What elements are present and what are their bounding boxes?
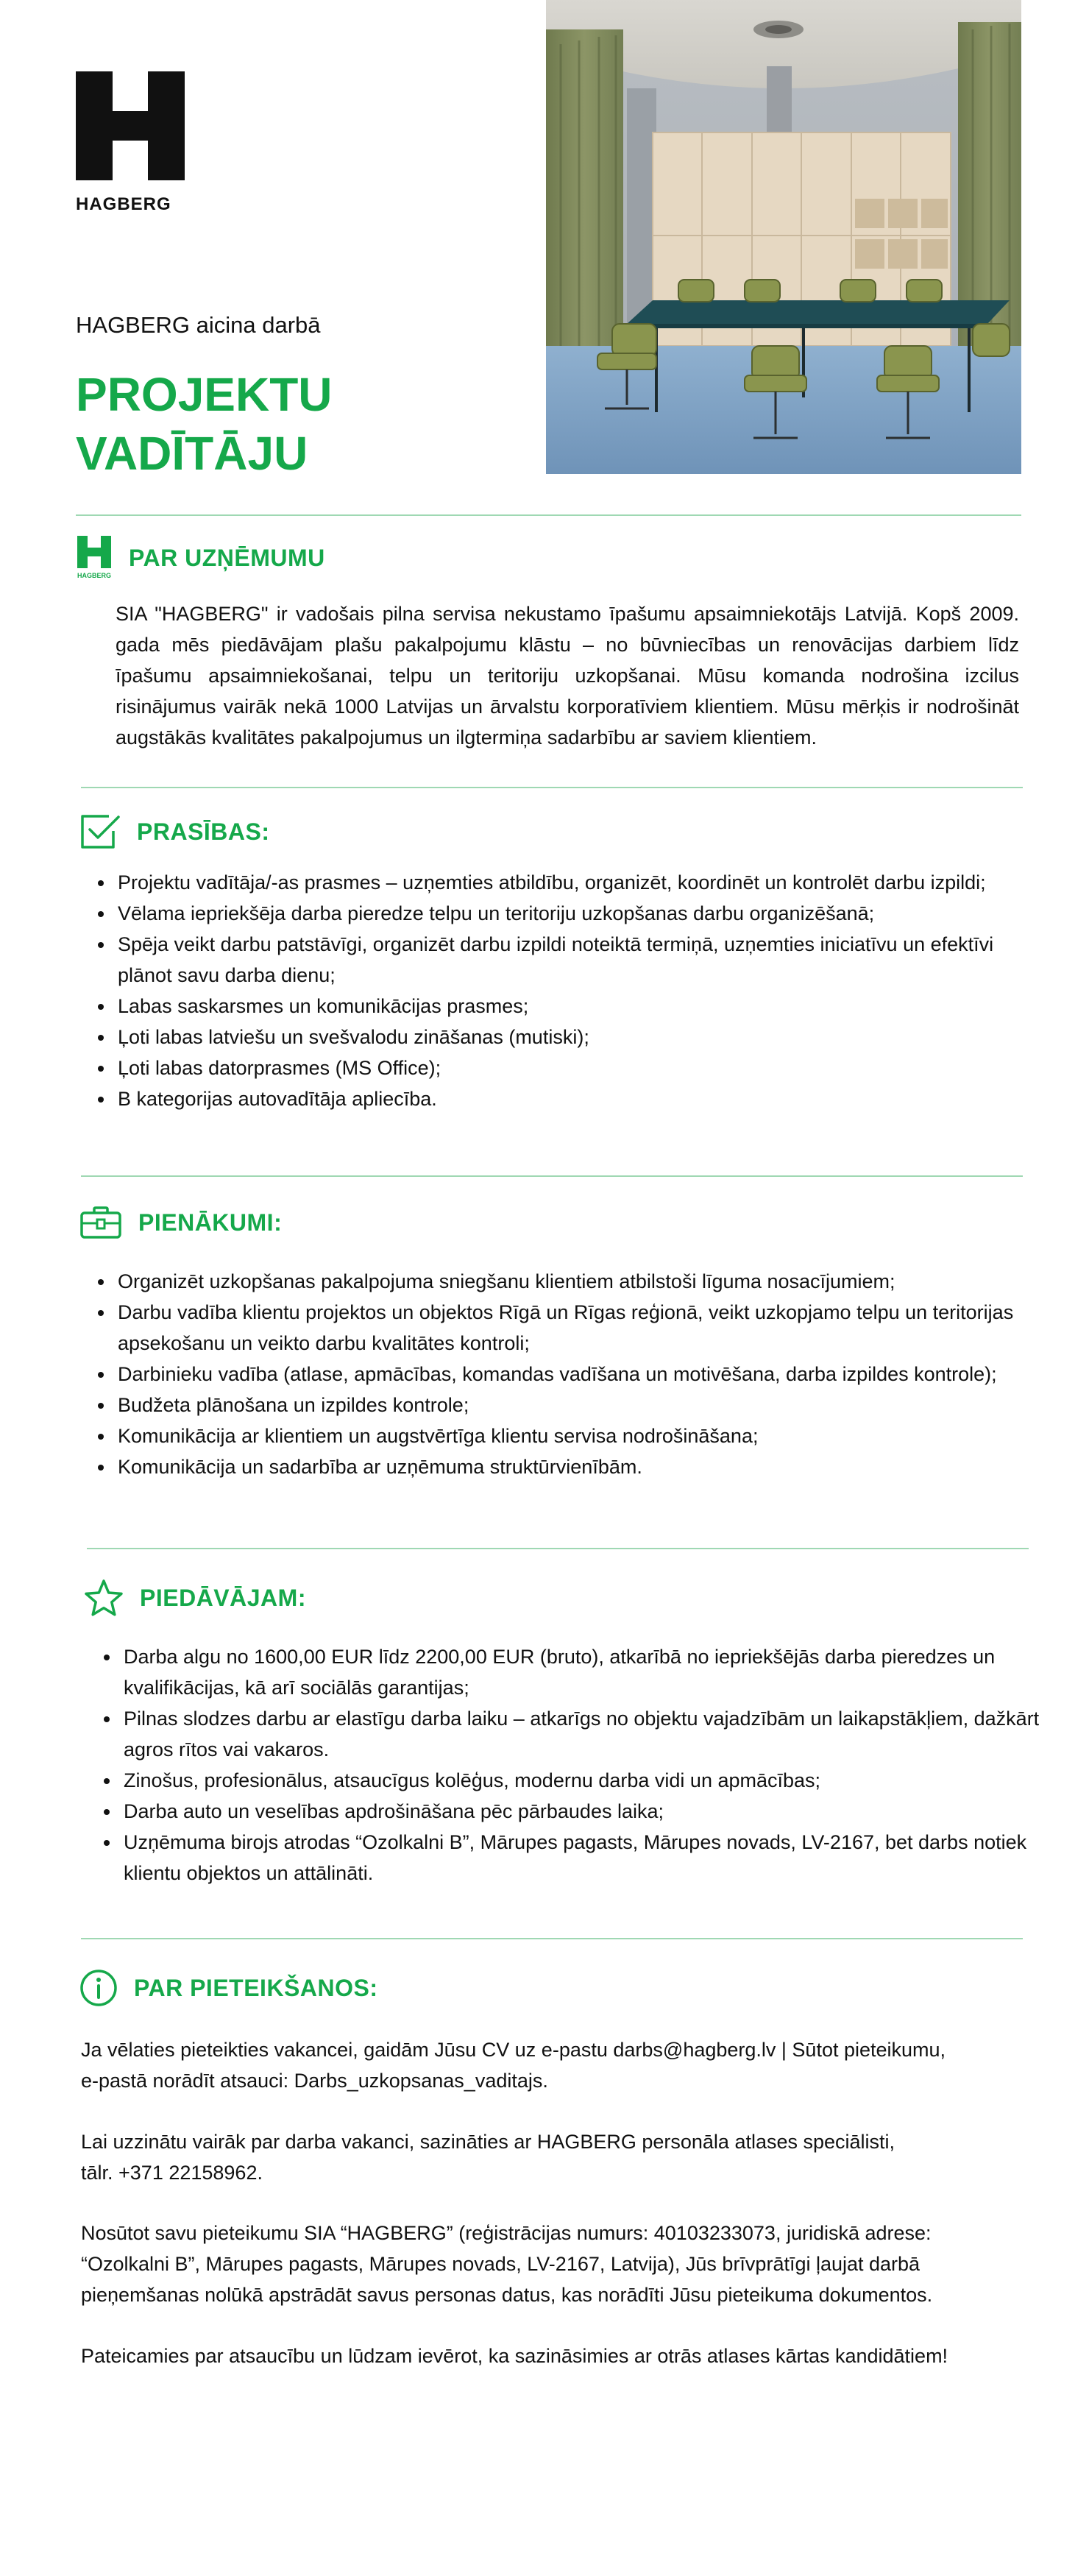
list-item: • Darba algu no 1600,00 EUR līdz 2200,00 EUR (bruto), atkarībā no iepriekšējās darba pieredzes un kvalifikācijas, kā arī sociālās garantijas; (121, 1641, 1040, 1703)
offer-heading: PIEDĀVĀJAM: (140, 1584, 306, 1611)
meeting-room-illustration (546, 0, 1021, 474)
duties-heading: PIENĀKUMI: (138, 1209, 283, 1236)
hero-intro: HAGBERG aicina darbā (76, 312, 321, 338)
job-title-line1: PROJEKTU (76, 368, 333, 421)
duties-section-header (79, 1206, 282, 1239)
list-item: • Darbu vadība klientu projektos un objektos Rīgā un Rīgas reģionā, veikt uzkopjamo telpu un teritorijas apsekošanu un veikto darbu kvalitātes kontroli; (115, 1297, 1027, 1359)
list-item: • Ļoti labas latviešu un svešvalodu zināšanas (mutiski); (115, 1022, 1027, 1052)
apply-text-line: Lai uzzinātu vairāk par darba vakanci, sazināties ar HAGBERG personāla atlases speciālisti, (81, 2131, 895, 2153)
apply-text-line: Nosūtot savu pieteikumu SIA “HAGBERG” (reģistrācijas numurs: 40103233073, juridiskā adrese: (81, 2222, 932, 2244)
list-item: • Organizēt uzkopšanas pakalpojuma sniegšanu klientiem atbilstoši līguma nosacījumiem; (115, 1266, 1027, 1297)
requirements-list (78, 867, 1027, 1114)
requirements-section-header (79, 813, 270, 850)
apply-paragraph-3 (81, 2218, 1023, 2310)
about-section-header (76, 536, 325, 580)
about-text: SIA "HAGBERG" ir vadošais pilna servisa nekustamo īpašumu apsaimniekotājs Latvijā. Kopš 2009. gada mēs piedāvājam plašu pakalpojumu klāstu – no būvniecības un renovācijas darbiem līdz īpašumu apsaimniekošanai, telpu un teritoriju uzkopšanai. Mūsu komanda nodrošina izcilus risinājumus vairāk nekā 1000 Latvijas un ārvalstu korporatīviem klientiem. Mūsu mērķis ir nodrošināt augstākās kvalitātes pakalpojumus un ilgtermiņa sadarbību ar saviem klientiem. (116, 603, 1019, 749)
list-item: • Spēja veikt darbu patstāvīgi, organizēt darbu izpildi noteiktā termiņā, uzņemties iniciatīvu un efektīvi plānot savu darba dienu; (115, 929, 1027, 991)
hagberg-small-logo-icon (76, 536, 113, 580)
apply-text-line: pieņemšanas nolūkā apstrādāt savus personas datus, kas norādīti Jūsu pieteikuma dokumentos. (81, 2284, 933, 2306)
offer-section-header (84, 1579, 306, 1617)
checkbox-check-icon (79, 813, 121, 850)
apply-text-line: tālr. +371 22158962. (81, 2162, 263, 2184)
list-item: • Zinošus, profesionālus, atsaucīgus kolēģus, modernu darba vidi un apmācības; (121, 1765, 1040, 1796)
about-heading: PAR UZŅĒMUMU (129, 544, 325, 571)
list-item: • Budžeta plānošana un izpildes kontrole; (115, 1390, 1027, 1420)
apply-section-header (79, 1969, 378, 2007)
requirements-heading: PRASĪBAS: (137, 818, 270, 845)
duties-list (78, 1266, 1027, 1482)
apply-heading: PAR PIETEIKŠANOS: (134, 1974, 378, 2001)
apply-paragraph-1 (81, 2034, 1023, 2096)
briefcase-icon (79, 1206, 122, 1239)
divider (81, 1175, 1023, 1177)
list-item: • Pilnas slodzes darbu ar elastīgu darba laiku – atkarīgs no objektu vajadzībām un laikapstākļiem, dažkārt agros rītos vai vakaros. (121, 1703, 1040, 1765)
divider (87, 1548, 1029, 1549)
apply-text-line: “Ozolkalni B”, Mārupes pagasts, Mārupes novads, LV-2167, Latvija), Jūs brīvprātīgi ļaujat darbā (81, 2253, 920, 2275)
hero-photo (546, 0, 1021, 474)
list-item: • Vēlama iepriekšēja darba pieredze telpu un teritoriju uzkopšanas darbu organizēšanā; (115, 898, 1027, 929)
list-item: • Ļoti labas datorprasmes (MS Office); (115, 1052, 1027, 1083)
list-item: • B kategorijas autovadītāja apliecība. (115, 1083, 1027, 1114)
apply-paragraph-2 (81, 2126, 1023, 2188)
hagberg-logo (76, 71, 186, 215)
apply-text-line: e-pastā norādīt atsauci: Darbs_uzkopsanas_vaditajs. (81, 2070, 548, 2092)
list-item: • Uzņēmuma birojs atrodas “Ozolkalni B”, Mārupes pagasts, Mārupes novads, LV-2167, bet darbs notiek klientu objektos un attālināti. (121, 1827, 1040, 1889)
list-item: • Labas saskarsmes un komunikācijas prasmes; (115, 991, 1027, 1022)
divider (76, 514, 1021, 516)
list-item: • Darbinieku vadība (atlase, apmācības, komandas vadīšana un motivēšana, darba izpildes kontrole); (115, 1359, 1027, 1390)
job-title (76, 365, 333, 483)
list-item: • Komunikācija ar klientiem un augstvērtīga klientu servisa nodrošināšana; (115, 1420, 1027, 1451)
small-logo-word: HAGBERG (77, 572, 112, 579)
divider (81, 1938, 1023, 1939)
info-circle-icon (79, 1969, 118, 2007)
list-item: • Komunikācija un sadarbība ar uzņēmuma struktūrvienībām. (115, 1451, 1027, 1482)
list-item: • Projektu vadītāja/-as prasmes – uzņemties atbildību, organizēt, koordinēt un kontrolēt darbu izpildi; (115, 867, 1027, 898)
job-title-line2: VADĪTĀJU (76, 427, 308, 480)
apply-paragraph-4 (81, 2340, 1023, 2371)
apply-text-line: Pateicamies par atsaucību un lūdzam ievērot, ka sazināsimies ar otrās atlases kārtas kandidātiem! (81, 2345, 948, 2367)
apply-text-line: Ja vēlaties pieteikties vakancei, gaidām Jūsu CV uz e-pastu darbs@hagberg.lv | Sūtot pieteikumu, (81, 2039, 946, 2061)
star-icon (84, 1579, 124, 1617)
logo-wordmark: HAGBERG (76, 194, 171, 214)
offer-list (84, 1641, 1040, 1889)
list-item: • Darba auto un veselības apdrošināšana pēc pārbaudes laika; (121, 1796, 1040, 1827)
divider (81, 787, 1023, 788)
hagberg-h-logo-icon (76, 71, 185, 180)
